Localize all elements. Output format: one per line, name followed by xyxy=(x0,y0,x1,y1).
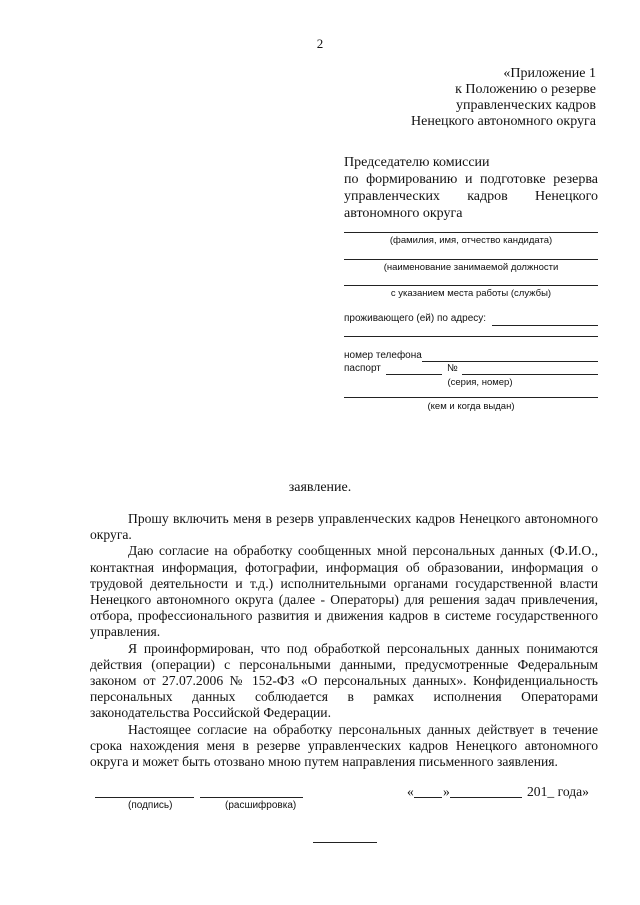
appendix-line: к Положению о резерве xyxy=(455,82,596,97)
date-month-line[interactable] xyxy=(450,797,522,798)
appendix-line: «Приложение 1 xyxy=(503,66,596,81)
addressee-line: Председателю комиссии xyxy=(344,155,490,170)
phone-field-line[interactable] xyxy=(422,361,598,362)
document-title: заявление. xyxy=(288,480,352,495)
series-caption: (серия, номер) xyxy=(447,377,513,388)
fio-field-line[interactable] xyxy=(344,232,598,233)
body-paragraph: Я проинформирован, что под обработкой персональных данных понимаются действия (операции) с персональными данными, предусмотренные Федеральным законом от 27.07.2006 № 152-ФЗ «О персональных данных». Конфиденциальность персональных данных соблюдается в рамках исполнения Операторами законодательства Российской Федерации. xyxy=(90,640,598,721)
workplace-field-line[interactable] xyxy=(344,285,598,286)
passport-number-sign: № xyxy=(447,363,458,374)
passport-label: паспорт xyxy=(344,363,381,374)
date-close-quote: » xyxy=(443,784,450,799)
workplace-caption: с указанием места работы (службы) xyxy=(390,288,552,299)
address-field-line-2[interactable] xyxy=(344,336,598,337)
issued-caption: (кем и когда выдан) xyxy=(427,401,515,412)
page-number: 2 xyxy=(316,36,324,51)
body-paragraph: Прошу включить меня в резерв управленческих кадров Ненецкого автономного округа. xyxy=(90,511,598,543)
appendix-header xyxy=(411,66,596,130)
body-paragraph: Настоящее согласие на обработку персональных данных действует в течение срока нахождения меня в резерве управленческих кадров Ненецкого автономного округа и может быть отозвано мною путем направления письменного заявления. xyxy=(90,721,598,770)
date-day-line[interactable] xyxy=(414,797,442,798)
passport-number-line[interactable] xyxy=(462,374,598,375)
address-field-line[interactable] xyxy=(492,325,598,326)
addressee-block xyxy=(344,154,598,222)
position-field-line[interactable] xyxy=(344,259,598,260)
issued-field-line[interactable] xyxy=(344,397,598,398)
document-body xyxy=(90,511,598,770)
phone-label: номер телефона xyxy=(344,350,422,361)
footer-divider xyxy=(313,842,377,843)
signature-line[interactable] xyxy=(95,797,194,798)
addressee-line: автономного округа xyxy=(344,206,463,221)
appendix-line: управленческих кадров xyxy=(456,98,596,113)
body-paragraph: Даю согласие на обработку сообщенных мной персональных данных (Ф.И.О., контактная информация, фотографии, информация об образовании, информация о трудовой деятельности и т.д.) исполнительными органами государственной власти Ненецкого автономного округа (далее - Операторы) для решения задач привлечения, отбора, профессионального развития и движения кадров в системе государственного управления. xyxy=(90,543,598,640)
decoding-caption: (расшифровка) xyxy=(225,800,297,811)
addressee-line: по формированию и подготовке резерва xyxy=(344,172,598,187)
passport-series-line[interactable] xyxy=(386,374,442,375)
signature-caption: (подпись) xyxy=(128,800,173,811)
fio-caption: (фамилия, имя, отчество кандидата) xyxy=(389,235,553,246)
addressee-line: управленческих кадров Ненецкого xyxy=(344,189,598,204)
address-label: проживающего (ей) по адресу: xyxy=(344,313,487,324)
position-caption: (наименование занимаемой должности xyxy=(383,262,559,273)
date-year-text: 201_ года» xyxy=(527,784,589,799)
appendix-line: Ненецкого автономного округа xyxy=(411,114,596,129)
decoding-line[interactable] xyxy=(200,797,303,798)
date-open-quote: « xyxy=(407,784,414,799)
